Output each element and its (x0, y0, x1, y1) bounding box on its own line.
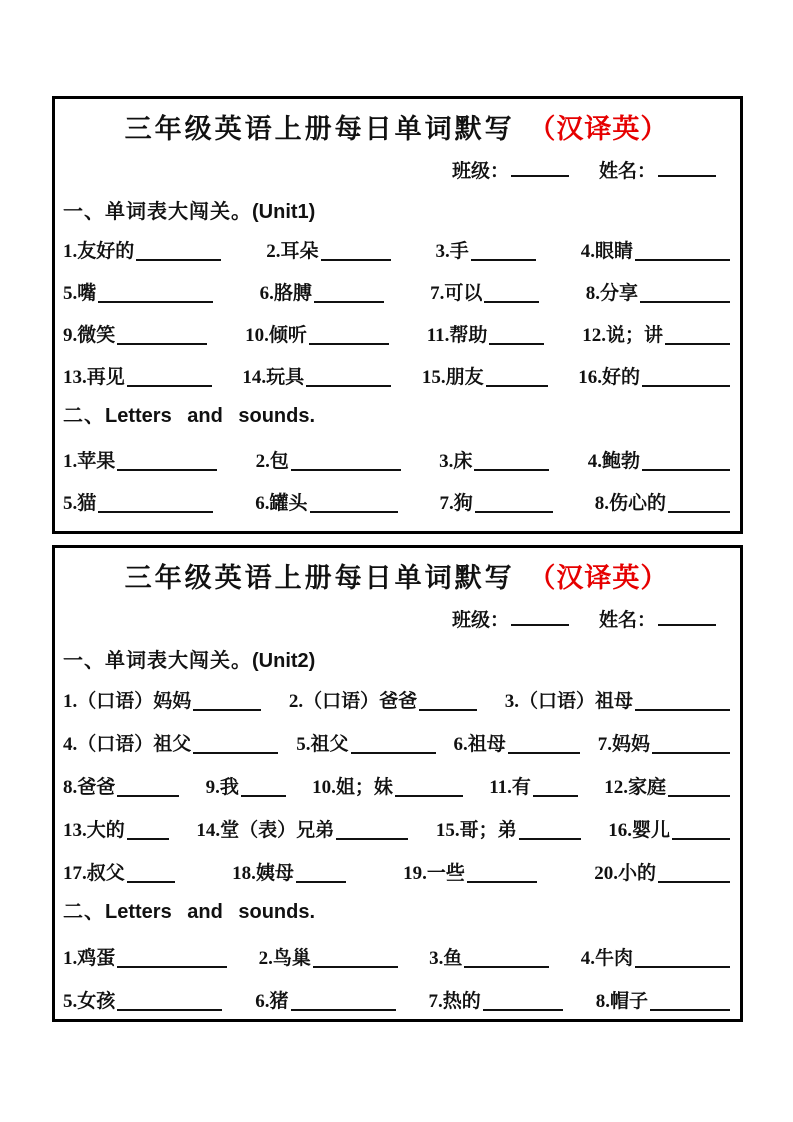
word-item (63, 493, 213, 515)
word-item (255, 991, 395, 1013)
word-item (403, 863, 537, 885)
word-item (453, 734, 579, 756)
word-item (439, 493, 552, 515)
word-item (259, 948, 398, 970)
answer-blank (658, 881, 730, 883)
word-label: 1.（口语）妈妈 (63, 691, 192, 713)
title-red-suffix: （汉译英） (528, 114, 669, 144)
answer-blank (136, 259, 221, 261)
part2-word-rows (63, 437, 730, 521)
answer-blank (127, 385, 212, 387)
word-item (429, 948, 549, 970)
word-label: 17.叔父 (63, 863, 125, 885)
word-item (63, 863, 175, 885)
word-item (435, 241, 535, 263)
word-row (63, 762, 730, 805)
word-item (260, 283, 384, 305)
word-label: 4.眼睛 (580, 241, 633, 263)
part1-word-rows (63, 676, 730, 891)
word-item (604, 777, 730, 799)
answer-blank (419, 709, 477, 711)
word-row (63, 227, 730, 269)
word-item (594, 863, 730, 885)
word-item (232, 863, 346, 885)
part1-heading (63, 197, 730, 227)
word-item (505, 691, 730, 713)
word-label: 3.床 (439, 451, 473, 473)
class-label: 班级： (451, 161, 509, 182)
answer-blank (117, 469, 217, 471)
answer-blank (471, 259, 536, 261)
word-label: 15.朋友 (421, 367, 484, 389)
part2-heading-text: Letters and sounds. (105, 901, 316, 923)
answer-blank (336, 838, 408, 840)
word-item (439, 451, 549, 473)
answer-blank (127, 838, 169, 840)
word-item (578, 367, 730, 389)
word-item (595, 493, 730, 515)
word-label: 3.鱼 (429, 948, 463, 970)
unit-label: (Unit2) (252, 650, 316, 672)
answer-blank (395, 795, 463, 797)
word-label: 7.热的 (428, 991, 481, 1013)
answer-blank (665, 343, 730, 345)
word-label: 6.罐头 (255, 493, 308, 515)
class-blank (511, 623, 569, 626)
word-label: 4.牛肉 (580, 948, 633, 970)
part2-heading (63, 891, 730, 933)
answer-blank (117, 1009, 222, 1011)
answer-blank (309, 343, 389, 345)
word-label: 2.耳朵 (266, 241, 319, 263)
word-row (63, 269, 730, 311)
answer-blank (291, 1009, 396, 1011)
class-blank (511, 174, 569, 177)
word-row (63, 848, 730, 891)
word-label: 10.倾听 (245, 325, 307, 347)
answer-blank (306, 385, 391, 387)
word-label: 5.祖父 (296, 734, 349, 756)
word-label: 5.猫 (63, 493, 97, 515)
answer-blank (672, 838, 730, 840)
answer-blank (98, 301, 213, 303)
word-label: 11.有 (489, 777, 531, 799)
word-item (296, 734, 435, 756)
answer-blank (474, 469, 549, 471)
word-label: 1.友好的 (63, 241, 135, 263)
word-label: 1.苹果 (63, 451, 116, 473)
word-item (255, 493, 397, 515)
word-item (245, 325, 389, 347)
word-item (63, 325, 207, 347)
answer-blank (117, 966, 227, 968)
word-label: 13.再见 (63, 367, 125, 389)
word-item (489, 777, 578, 799)
answer-blank (640, 301, 730, 303)
word-item (63, 734, 278, 756)
answer-blank (351, 752, 436, 754)
word-label: 4.鲍勃 (587, 451, 640, 473)
answer-blank (486, 385, 548, 387)
class-name-line (63, 157, 730, 187)
word-label: 3.（口语）祖母 (504, 691, 633, 713)
part2-heading-prefix: 二、 (63, 901, 105, 923)
word-label: 7.妈妈 (597, 734, 650, 756)
title-text: 三年级英语上册每日单词默写 (124, 563, 515, 593)
word-item (266, 241, 390, 263)
word-item (427, 325, 545, 347)
word-item (63, 948, 227, 970)
word-item (63, 367, 212, 389)
word-item (289, 691, 477, 713)
word-row (63, 479, 730, 521)
worksheet-title (63, 109, 730, 149)
answer-blank (464, 966, 549, 968)
word-item (582, 325, 730, 347)
word-row (63, 311, 730, 353)
word-label: 12.家庭 (604, 777, 666, 799)
answer-blank (642, 385, 730, 387)
word-label: 16.婴儿 (608, 820, 670, 842)
answer-blank (241, 795, 286, 797)
word-label: 14.堂（表）兄弟 (196, 820, 335, 842)
word-item (588, 451, 730, 473)
word-item (256, 451, 401, 473)
word-label: 13.大的 (63, 820, 125, 842)
answer-blank (467, 881, 537, 883)
word-label: 8.分享 (585, 283, 638, 305)
word-item (436, 820, 581, 842)
word-label: 15.哥；弟 (435, 820, 517, 842)
word-label: 16.好的 (578, 367, 640, 389)
word-label: 1.鸡蛋 (63, 948, 116, 970)
answer-blank (193, 752, 278, 754)
answer-blank (484, 301, 539, 303)
part1-heading-text: 一、单词表大闯关。 (63, 650, 252, 672)
word-item (206, 777, 286, 799)
word-label: 8.帽子 (595, 991, 648, 1013)
answer-blank (98, 511, 213, 513)
answer-blank (652, 752, 730, 754)
word-item (598, 734, 730, 756)
answer-blank (508, 752, 580, 754)
word-label: 12.说；讲 (582, 325, 663, 347)
word-item (586, 283, 730, 305)
answer-blank (127, 881, 175, 883)
part2-word-rows (63, 933, 730, 1019)
answer-blank (635, 966, 730, 968)
name-blank (658, 174, 716, 177)
answer-blank (321, 259, 391, 261)
word-item (63, 691, 261, 713)
word-label: 10.姐；妹 (312, 777, 393, 799)
word-item (596, 991, 730, 1013)
word-label: 5.嘴 (63, 283, 97, 305)
word-label: 20.小的 (594, 863, 656, 885)
word-label: 3.手 (435, 241, 469, 263)
answer-blank (668, 795, 730, 797)
word-row (63, 719, 730, 762)
word-item (581, 241, 730, 263)
part1-heading (63, 646, 730, 676)
answer-blank (117, 343, 207, 345)
word-label: 9.微笑 (63, 325, 116, 347)
unit-label: (Unit1) (252, 201, 316, 223)
worksheet-box-unit2 (52, 545, 743, 1022)
word-item (63, 991, 222, 1013)
class-name-line (63, 606, 730, 636)
answer-blank (635, 709, 730, 711)
title-red-suffix: （汉译英） (528, 563, 669, 593)
answer-blank (642, 469, 730, 471)
word-label: 18.姨母 (232, 863, 294, 885)
word-item (608, 820, 730, 842)
answer-blank (310, 511, 398, 513)
part2-heading (63, 395, 730, 437)
word-row (63, 976, 730, 1019)
word-label: 7.可以 (430, 283, 483, 305)
answer-blank (519, 838, 581, 840)
answer-blank (533, 795, 578, 797)
title-text: 三年级英语上册每日单词默写 (124, 114, 515, 144)
word-item (196, 820, 408, 842)
word-label: 7.狗 (439, 493, 473, 515)
answer-blank (313, 966, 398, 968)
word-row (63, 805, 730, 848)
worksheet-box-unit1 (52, 96, 743, 534)
word-label: 19.一些 (403, 863, 465, 885)
word-item (63, 451, 217, 473)
word-label: 6.胳膊 (259, 283, 312, 305)
word-label: 2.（口语）爸爸 (288, 691, 418, 713)
word-label: 8.伤心的 (594, 493, 666, 515)
word-label: 9.我 (205, 777, 239, 799)
name-blank (658, 623, 716, 626)
word-item (63, 241, 221, 263)
word-item (428, 991, 562, 1013)
word-item (312, 777, 463, 799)
answer-blank (314, 301, 384, 303)
word-label: 6.猪 (255, 991, 289, 1013)
word-row (63, 676, 730, 719)
part1-word-rows (63, 227, 730, 395)
answer-blank (650, 1009, 730, 1011)
answer-blank (635, 259, 730, 261)
word-label: 8.爸爸 (63, 777, 116, 799)
part2-heading-text: Letters and sounds. (105, 405, 316, 427)
word-item (63, 820, 169, 842)
name-label: 姓名： (598, 161, 656, 182)
word-item (430, 283, 539, 305)
word-row (63, 933, 730, 976)
word-label: 4.（口语）祖父 (63, 734, 192, 756)
answer-blank (291, 469, 401, 471)
word-row (63, 353, 730, 395)
name-label: 姓名： (598, 610, 656, 631)
worksheet-title (63, 558, 730, 598)
answer-blank (296, 881, 346, 883)
word-item (581, 948, 730, 970)
answer-blank (475, 511, 553, 513)
word-label: 11.帮助 (426, 325, 488, 347)
word-label: 6.祖母 (453, 734, 506, 756)
word-label: 14.玩具 (242, 367, 305, 389)
answer-blank (117, 795, 179, 797)
class-label: 班级： (451, 610, 509, 631)
word-label: 2.包 (255, 451, 289, 473)
part1-heading-text: 一、单词表大闯关。 (63, 201, 252, 223)
word-label: 2.鸟巢 (258, 948, 311, 970)
part2-heading-prefix: 二、 (63, 405, 105, 427)
word-item (63, 283, 213, 305)
word-row (63, 437, 730, 479)
answer-blank (668, 511, 730, 513)
word-label: 5.女孩 (63, 991, 116, 1013)
word-item (422, 367, 548, 389)
word-item (242, 367, 391, 389)
answer-blank (483, 1009, 563, 1011)
answer-blank (489, 343, 544, 345)
word-item (63, 777, 179, 799)
answer-blank (193, 709, 261, 711)
